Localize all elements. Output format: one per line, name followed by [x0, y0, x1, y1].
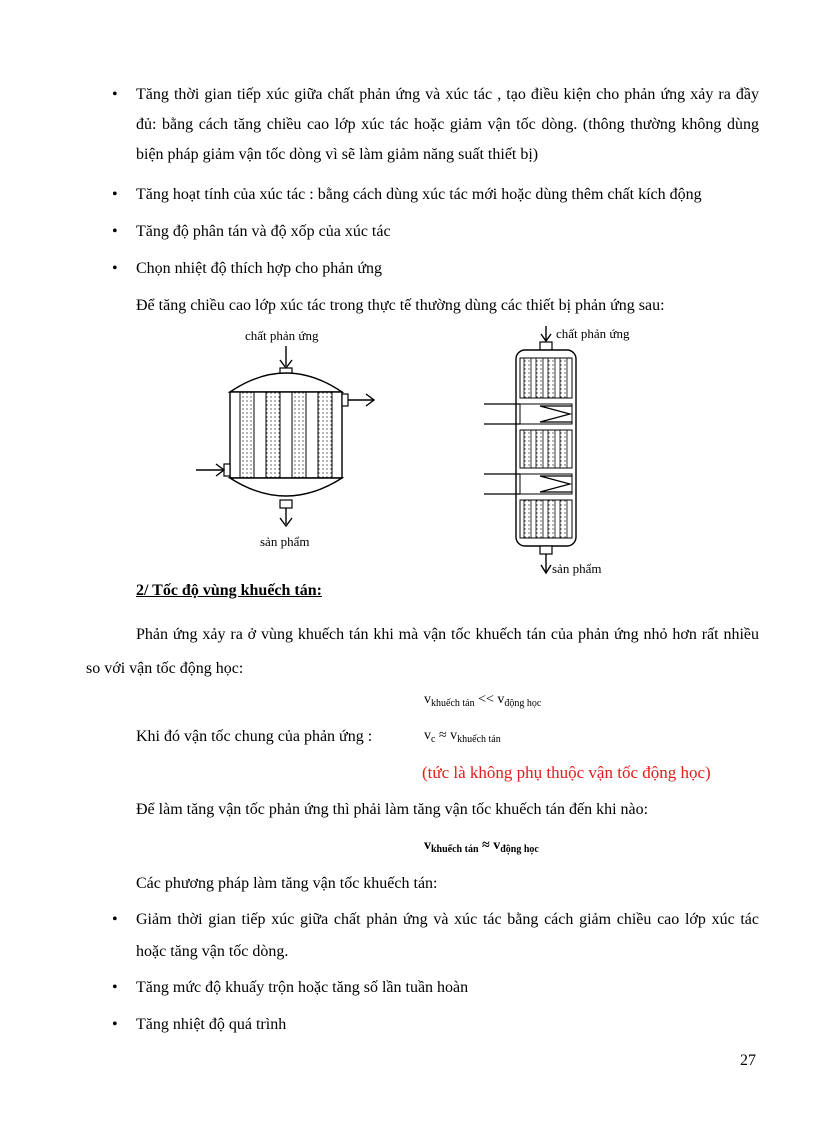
section-heading: 2/ Tốc độ vùng khuếch tán: — [136, 582, 322, 599]
bullet-catalyst-activity: • Tăng hoạt tính của xúc tác : bằng cách dùng xúc tác mới hoặc dùng thêm chất kích động — [136, 180, 759, 210]
methods-intro: Các phương pháp làm tăng vận tốc khuếch tán: — [136, 875, 438, 892]
page-number: 27 — [740, 1052, 756, 1069]
bullet-process-temperature: • Tăng nhiệt độ quá trình — [136, 1010, 759, 1040]
red-note: (tức là không phụ thuộc vận tốc động học) — [422, 763, 711, 782]
reactor-diagram-1 — [190, 324, 390, 554]
bullet-contact-time: • Tăng thời gian tiếp xúc giữa chất phản ứng và xúc tác , tạo điều kiện cho phản ứng xảy ra đầy đủ: bằng cách tăng chiều cao lớp xúc tác hoặc giảm vận tốc dòng. (thông thường không dùng biện pháp giảm vận tốc dòng vì sẽ làm giảm năng suất thiết bị) — [136, 80, 759, 170]
diagram2-output-label: sản phẩm — [552, 561, 602, 576]
para-increase: Để làm tăng vận tốc phản ứng thì phải làm tăng vận tốc khuếch tán đến khi nào: — [136, 801, 649, 818]
overall-rate-label: Khi đó vận tốc chung của phản ứng : — [136, 728, 373, 745]
diagram2-input-label: chất phản ứng — [556, 326, 630, 341]
formula-diffusion-less: $v_{khuếch tán} << v_{động học}$ — [424, 692, 542, 709]
formula-overall-rate: $v_c \approx v_{khuếch tán}$ — [424, 728, 501, 745]
diagram1-input-label: chất phản ứng — [245, 328, 319, 343]
formula-diffusion-equal: $v_{khuếch tán} \approx v_{động học}$ — [424, 838, 539, 855]
diagram1-output-label: sản phẩm — [260, 534, 310, 549]
intro-devices: Để tăng chiều cao lớp xúc tác trong thực tế thường dùng các thiết bị phản ứng sau: — [136, 297, 665, 314]
bullet-reduce-contact: • Giảm thời gian tiếp xúc giữa chất phản ứng và xúc tác bằng cách giảm chiều cao lớp xúc tác hoặc tăng vận tốc dòng. — [136, 904, 759, 968]
para-diffusion: Phản ứng xảy ra ở vùng khuếch tán khi mà vận tốc khuếch tán của phản ứng nhỏ hơn rất nhiều so với vận tốc động học: — [86, 626, 759, 677]
bullet-mixing: • Tăng mức độ khuấy trộn hoặc tăng số lần tuần hoàn — [136, 973, 759, 1003]
bullet-dispersion: • Tăng độ phân tán và độ xốp của xúc tác — [136, 217, 759, 247]
reactor-diagram-2 — [484, 324, 664, 580]
bullet-temperature: • Chọn nhiệt độ thích hợp cho phản ứng — [136, 254, 759, 284]
